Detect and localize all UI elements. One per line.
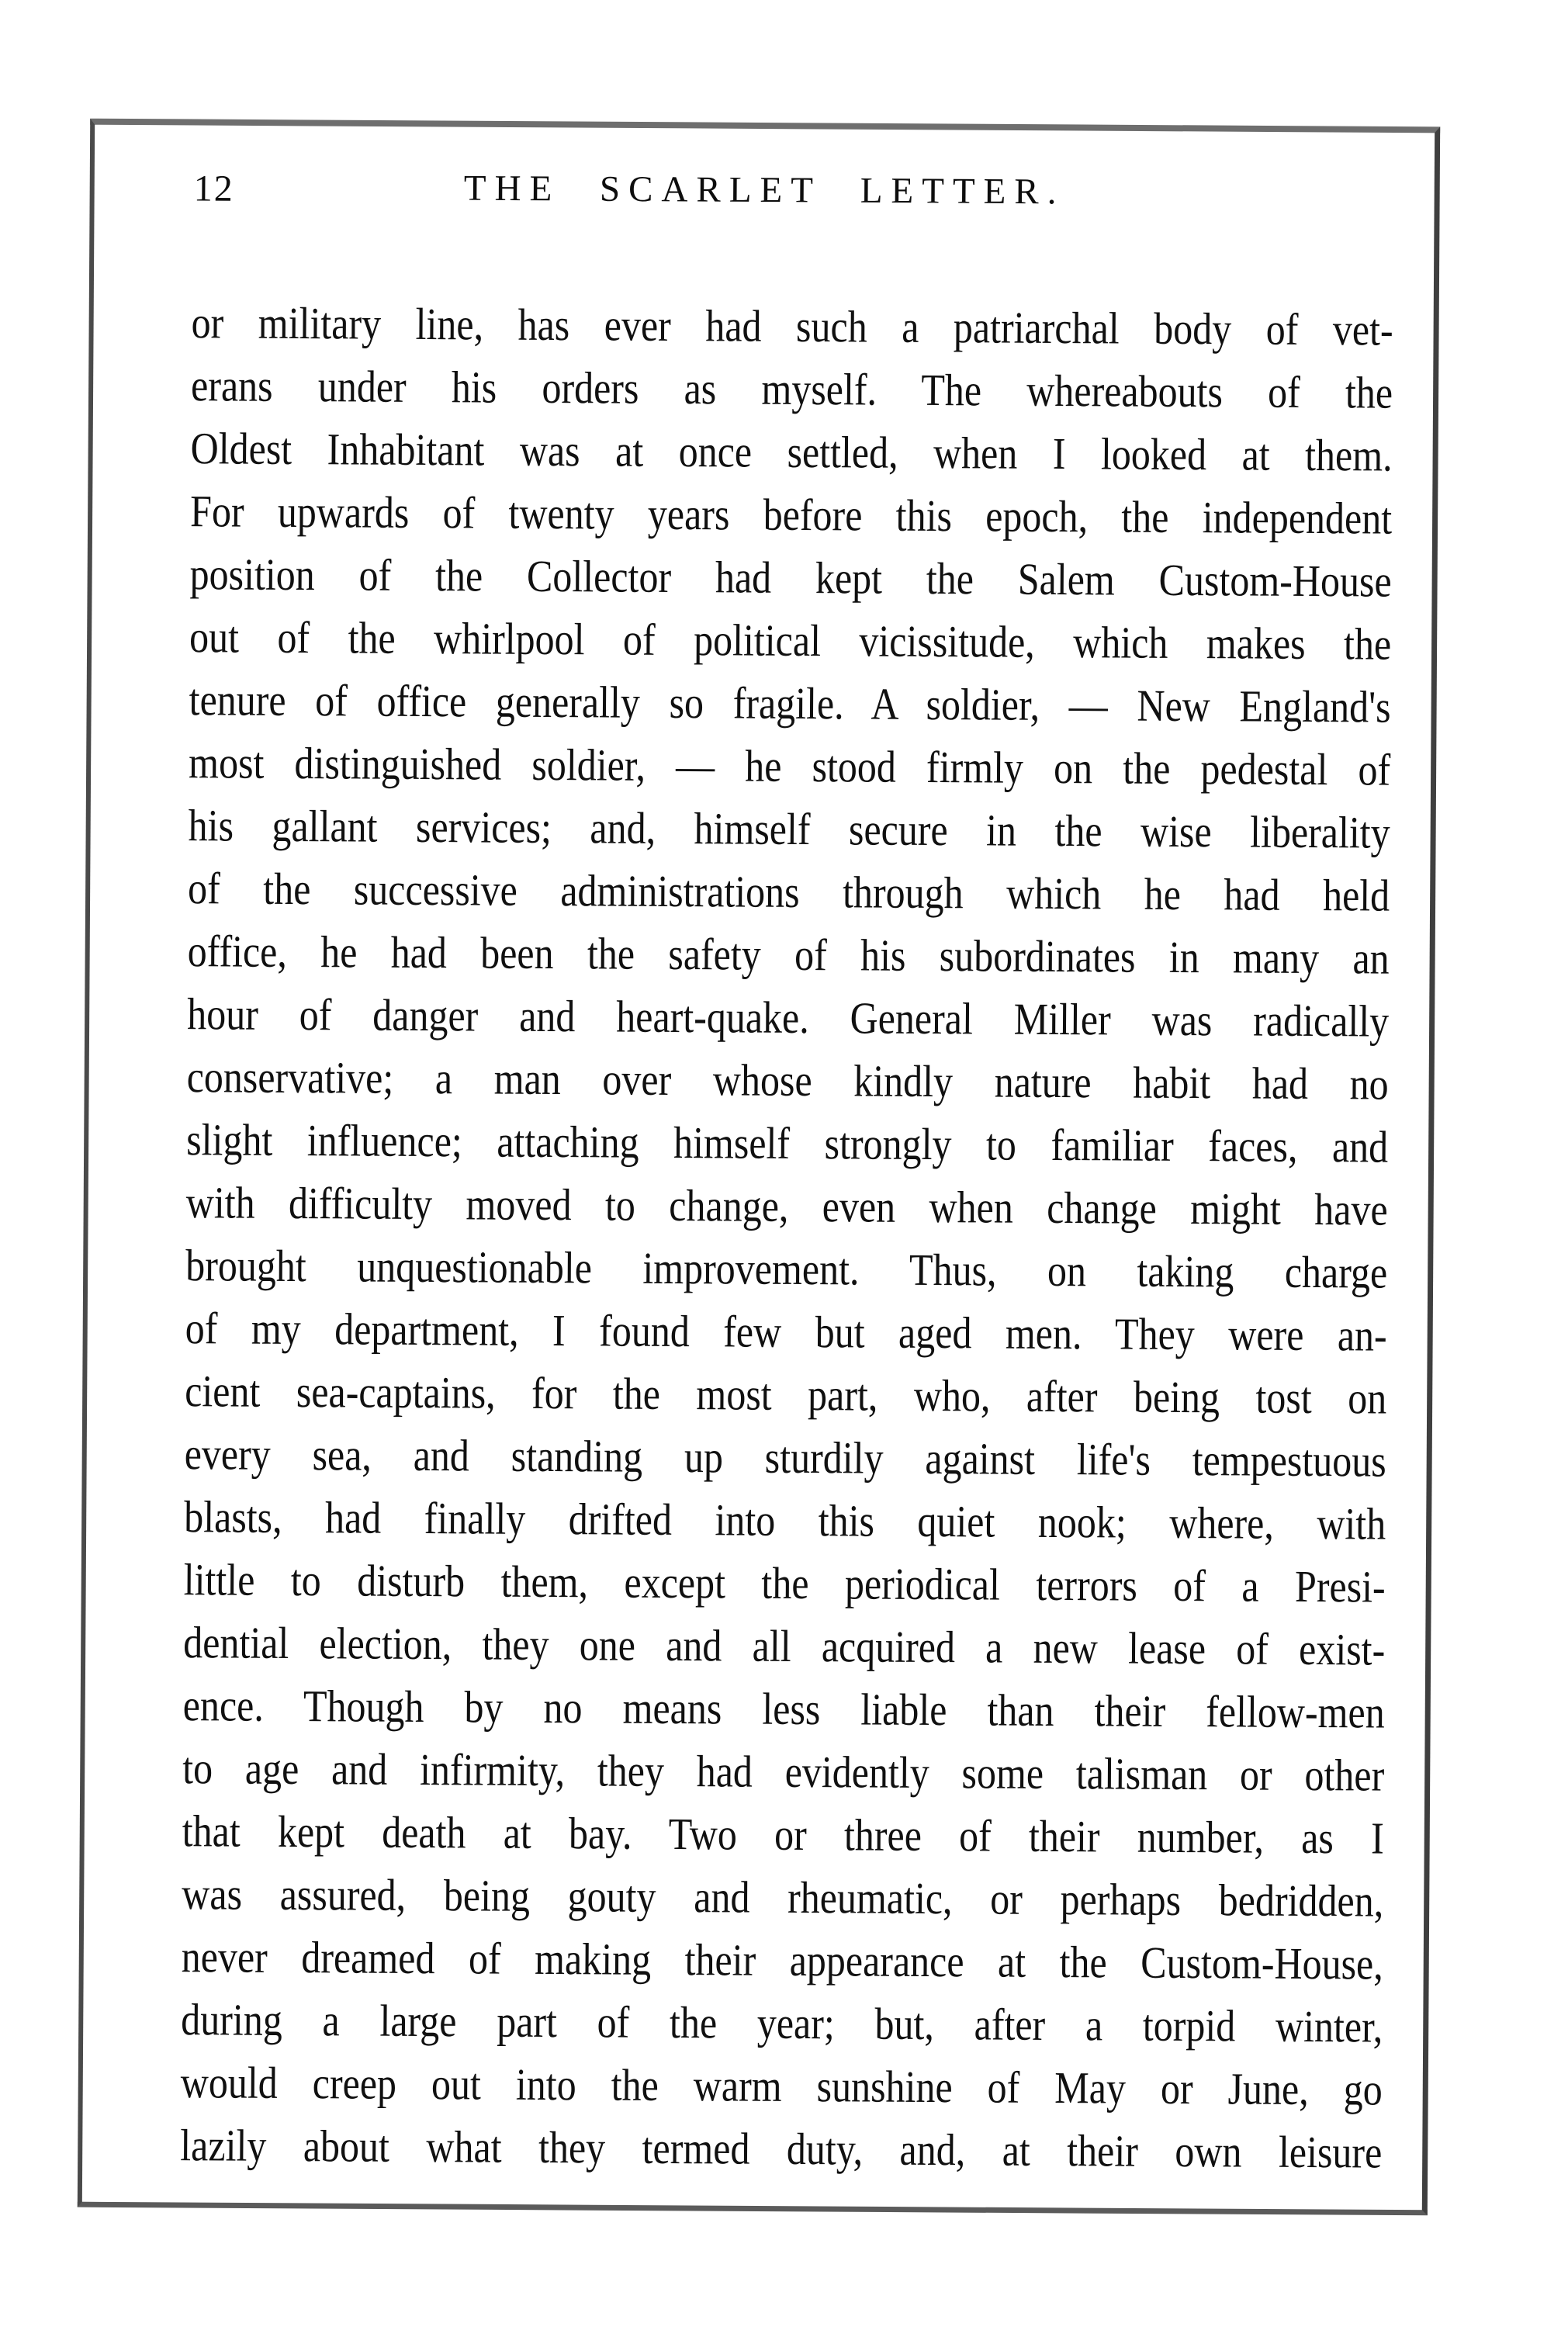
text-line: lazily about what they termed duty, and, at their own leisure <box>180 2119 1383 2178</box>
text-line: ence. Though by no means less liable than their fellow-men <box>182 1679 1385 1738</box>
running-title: THE SCARLET LETTER. <box>463 168 1065 213</box>
text-line: during a large part of the year; but, after a torpid winter, <box>181 1993 1383 2052</box>
text-line: to age and infirmity, they had evidently some talisman or other <box>182 1742 1385 1801</box>
text-line: of my department, I found few but aged men. They were an- <box>185 1302 1387 1361</box>
text-line: most distinguished soldier, — he stood firmly on the pedestal of <box>188 736 1391 795</box>
text-line: every sea, and standing up sturdily against life's tempestuous <box>184 1428 1386 1487</box>
text-line: For upwards of twenty years before this epoch, the independent <box>189 485 1393 544</box>
text-line: would creep out into the warm sunshine of May or June, go <box>180 2056 1383 2115</box>
page-number: 12 <box>193 168 234 209</box>
text-line: or military line, has ever had such a patriarchal body of vet- <box>191 296 1393 355</box>
text-line: dential election, they one and all acquired a new lease of exist- <box>183 1616 1386 1675</box>
text-line: conservative; a man over whose kindly nature habit had no <box>186 1051 1389 1110</box>
text-line: tenure of office generally so fragile. A soldier, — New England's <box>189 673 1391 732</box>
text-line: position of the Collector had kept the Salem Custom-House <box>189 548 1392 607</box>
page-header <box>94 165 1434 225</box>
text-lines <box>180 292 1393 2184</box>
text-line: hour of danger and heart-quake. General Miller was radically <box>186 988 1390 1047</box>
text-line: blasts, had finally drifted into this quiet nook; where, with <box>184 1491 1386 1549</box>
text-line: Oldest Inhabitant was at once settled, when I looked at them. <box>190 422 1393 481</box>
text-line: brought unquestionable improvement. Thus, on taking charge <box>185 1239 1388 1298</box>
text-line: slight influence; attaching himself strongly to familiar faces, and <box>186 1113 1389 1172</box>
text-line: with difficulty moved to change, even when change might have <box>185 1176 1388 1235</box>
text-line: his gallant services; and, himself secure in the wise liberality <box>188 799 1390 858</box>
text-line: out of the whirlpool of political vicissitude, which makes the <box>189 611 1392 670</box>
text-line: that kept death at bay. Two or three of their number, as I <box>182 1805 1384 1864</box>
page-border-frame <box>78 119 1440 2216</box>
text-line: cient sea-captains, for the most part, who, after being tost on <box>185 1365 1387 1424</box>
text-line: never dreamed of making their appearance at the Custom-House, <box>181 1930 1383 1989</box>
text-line: of the successive administrations through which he had held <box>187 862 1390 921</box>
text-line: office, he had been the safety of his subordinates in many an <box>187 925 1390 984</box>
text-line: little to disturb them, except the periodical terrors of a Presi- <box>183 1553 1386 1612</box>
text-line: erans under his orders as myself. The whereabouts of the <box>190 359 1393 418</box>
text-line: was assured, being gouty and rheumatic, or perhaps bedridden, <box>182 1868 1384 1927</box>
